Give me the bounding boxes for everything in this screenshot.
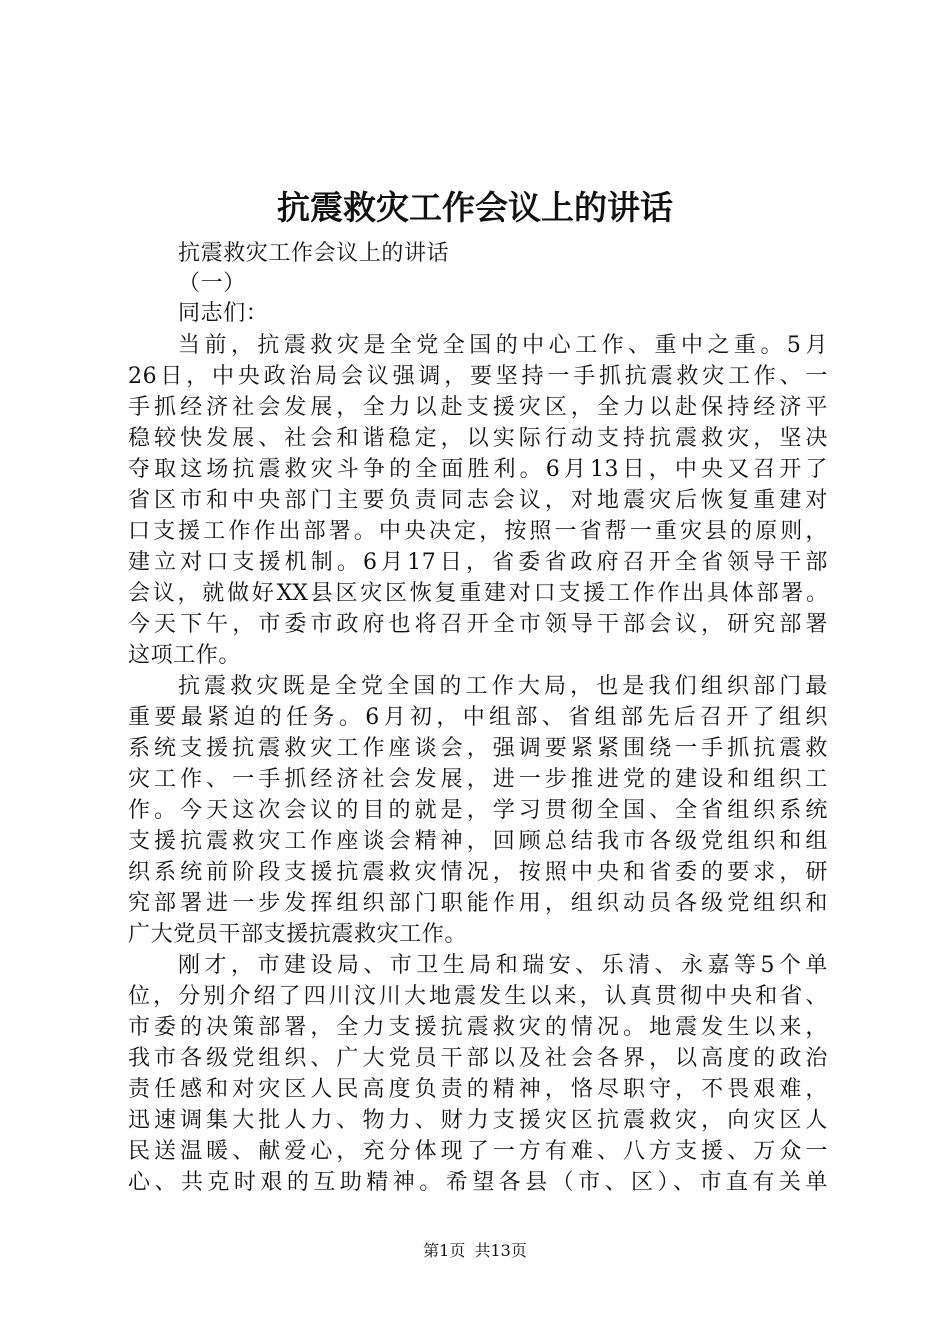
body-line: 作。今天这次会议的目的就是，学习贯彻全国、全省组织系统 <box>128 798 828 823</box>
page-number: 第1页 <box>423 1241 466 1260</box>
body-line: 灾工作、一手抓经济社会发展，进一步推进党的建设和组织工 <box>128 767 828 792</box>
body-line: 位，分别介绍了四川汶川大地震发生以来，认真贯彻中央和省、 <box>128 984 828 1009</box>
body-line: 重要最紧迫的任务。6月初，中组部、省组部先后召开了组织 <box>128 705 828 730</box>
body-line: 抗震救灾既是全党全国的工作大局，也是我们组织部门最 <box>178 674 828 699</box>
section-number: （一） <box>178 271 246 296</box>
body-line: 心、共克时艰的互助精神。希望各县（市、区）、市直有关单 <box>128 1170 828 1195</box>
body-line: 手抓经济社会发展，全力以赴支援灾区，全力以赴保持经济平 <box>128 395 828 420</box>
page-total: 共13页 <box>474 1241 527 1260</box>
body-line: 省区市和中央部门主要负责同志会议，对地震灾后恢复重建对 <box>128 488 828 513</box>
body-line: 刚才，市建设局、市卫生局和瑞安、乐清、永嘉等5个单 <box>178 953 828 978</box>
body-line: 今天下午，市委市政府也将召开全市领导干部会议，研究部署 <box>128 612 828 637</box>
body-line: 民送温暖、献爱心，充分体现了一方有难、八方支援、万众一 <box>128 1139 828 1164</box>
page-footer <box>0 1240 950 1262</box>
body-line: 系统支援抗震救灾工作座谈会，强调要紧紧围绕一手抓抗震救 <box>128 736 828 761</box>
body-line: 广大党员干部支援抗震救灾工作。 <box>128 922 468 947</box>
body-line: 支援抗震救灾工作座谈会精神，回顾总结我市各级党组织和组 <box>128 829 828 854</box>
body-line: 织系统前阶段支援抗震救灾情况，按照中央和省委的要求，研 <box>128 860 828 885</box>
body-line: 责任感和对灾区人民高度负责的精神，恪尽职守，不畏艰难， <box>128 1077 828 1102</box>
body-line: 迅速调集大批人力、物力、财力支援灾区抗震救灾，向灾区人 <box>128 1108 828 1133</box>
body-line: 稳较快发展、社会和谐稳定，以实际行动支持抗震救灾，坚决 <box>128 426 828 451</box>
body-line: 这项工作。 <box>128 643 242 668</box>
body-line: 当前，抗震救灾是全党全国的中心工作、重中之重。5月 <box>178 333 828 358</box>
body-line: 26日，中央政治局会议强调，要坚持一手抓抗震救灾工作、一 <box>128 364 828 389</box>
body-line: 建立对口支援机制。6月17日，省委省政府召开全省领导干部 <box>128 550 828 575</box>
body-line: 会议，就做好XX县区灾区恢复重建对口支援工作作出具体部署。 <box>128 581 828 606</box>
body-line: 究部署进一步发挥组织部门职能作用，组织动员各级党组织和 <box>128 891 828 916</box>
body-line: 市委的决策部署，全力支援抗震救灾的情况。地震发生以来， <box>128 1015 828 1040</box>
salutation: 同志们： <box>178 301 269 326</box>
body-line: 口支援工作作出部署。中央决定，按照一省帮一重灾县的原则， <box>128 519 828 544</box>
document-subtitle: 抗震救灾工作会议上的讲话 <box>178 241 450 266</box>
body-line: 我市各级党组织、广大党员干部以及社会各界，以高度的政治 <box>128 1046 828 1071</box>
body-line: 夺取这场抗震救灾斗争的全面胜利。6月13日，中央又召开了 <box>128 457 828 482</box>
document-title: 抗震救灾工作会议上的讲话 <box>277 188 673 227</box>
